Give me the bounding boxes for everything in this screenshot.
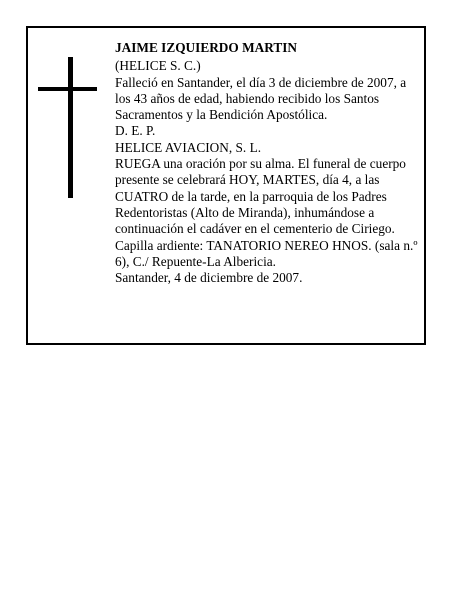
- company-name: HELICE AVIACION, S. L.: [115, 139, 262, 155]
- notice-text: [115, 40, 421, 286]
- rip-line: D. E. P.: [115, 123, 156, 139]
- death-announcement: Falleció en Santander, el día 3 de diciembre de 2007, a los 43 años de edad, habiendo recibido los Santos Sacramentos y la Bendición Apostólica.: [115, 74, 407, 123]
- place-date: Santander, 4 de diciembre de 2007.: [115, 270, 303, 286]
- cross-horizontal-bar: [38, 87, 97, 91]
- obituary-notice: [26, 26, 426, 345]
- deceased-name: JAIME IZQUIERDO MARTIN: [115, 40, 298, 55]
- affiliation: (HELICE S. C.): [115, 58, 201, 74]
- cross-vertical-bar: [68, 57, 73, 198]
- chapel-info: Capilla ardiente: TANATORIO NEREO HNOS. (sala n.º 6), C./ Repuente-La Albericia.: [115, 237, 418, 269]
- funeral-request: RUEGA una oración por su alma. El funeral de cuerpo presente se celebrará HOY, MARTES, día 4, a las CUATRO de la tarde, en la parroquia de los Padres Redentoristas (Alto de Miranda), inhumándose a continuación el cadáver en el cementerio de Ciriego.: [115, 156, 406, 237]
